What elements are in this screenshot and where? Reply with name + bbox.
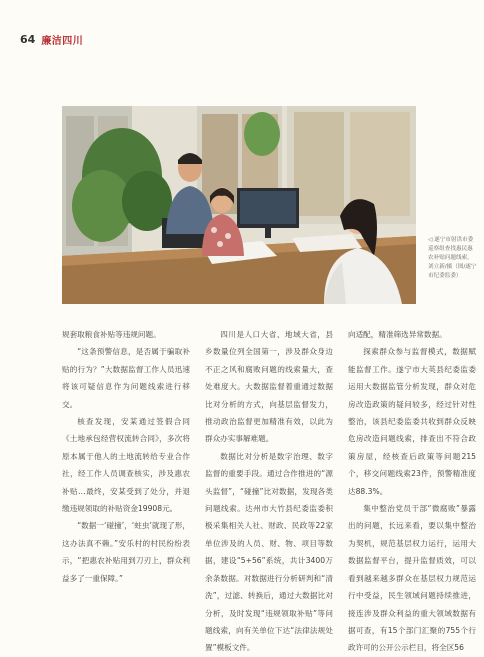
page-number: 64 (20, 32, 36, 46)
photo-caption: ◁ 遂宁市射洪市委巡察组查找惠民惠农补贴问题线索。刘立新/摄（图/遂宁市纪委监委） (428, 237, 477, 279)
paragraph: 向适配，精准筛选异常数据。 (348, 330, 447, 339)
paragraph: “这条预警信息，是否属于骗取补贴的行为？”大数据监督工作人员迅速将该可疑信息作为问题线索进行移交。 (62, 347, 190, 409)
article-body (62, 326, 476, 657)
text-column-2 (205, 326, 333, 657)
paragraph: 集中整治党员干部“微腐败”暴露出的问题，长远来看，要以集中整治为契机，规范基层权力运行，运用大数据监督平台，提升监督质效，可以看到越来越多群众在基层权力规范运行中受益，民生领域问题持续推进，接连涉及群众利益的重大领域数据有据可查，有15个部门汇聚的755个行政许可的公开公示栏目，将全区56 (348, 504, 476, 653)
paragraph: 探索群众参与监督模式，数据赋能监督工作。遂宁市大英县纪委监委运用大数据监管分析发现，群众对危房改造政策的疑问较多，经过针对性整治，该县纪委监委共收到群众反映危房改造问题线索，排查出不符合政策房屋，经核查后政策等问题215个，移交问题线索23件，预警精准度达88.3%。 (348, 347, 476, 496)
paragraph: 四川是人口大省、地域大省，县乡数量位列全国第一，涉及群众身边不正之风和腐败问题的线索量大，查处难度大。大数据监督着重通过数据比对分析的方式，向基层监督发力，推动政治监督更加精准有效，以此为群众办实事解难题。 (205, 330, 333, 444)
paragraph: 规套取粮食补贴等违规问题。 (62, 330, 161, 339)
text-column-1 (62, 326, 190, 657)
paragraph: 数据比对分析是数字治理、数字监督的重要手段。通过合作推进的“源头监督”，“碰撞”比对数据，发现各类问题线索。达州市大竹县纪委监委积极采集相关人社、财政、民政等22家单位涉及的人员、财、物、项目等数据，建设“5+56”系统，共计3400万余条数据。对数据进行分析研判和“清洗”，过滤、转换后，通过大数据比对分析，及时发现“违规领取补贴”等问题线索，向有关单位下达“法律法规处置”模板文件。 (205, 451, 333, 653)
paragraph: “数据一‘碰撞’，‘蛀虫’就现了形，这办法真不赖。”安乐村的村民纷纷表示，“把惠农补贴用到刀刃上，群众利益多了一重保障。” (62, 521, 190, 583)
text-column-3 (348, 326, 476, 657)
feature-photo (62, 106, 416, 304)
paragraph: 核查发现，安某通过签假合同《土地承包经营权流转合同》，多次将原本属于他人的土地流转给专业合作社，经工作人员调查核实，涉及惠农补贴…最终，安某受到了处分，并退缴违规领取的补贴资金19908元。 (62, 417, 190, 514)
page-header (20, 32, 83, 46)
magazine-title: 廉洁四川 (41, 35, 84, 47)
